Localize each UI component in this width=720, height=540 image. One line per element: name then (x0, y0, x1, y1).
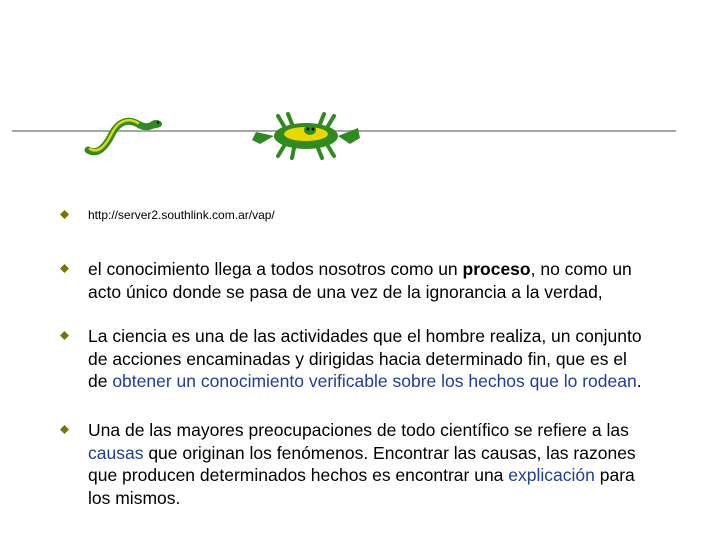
bullet-paragraph: Una de las mayores preocupaciones de todo científico se refiere a las causas que originan los fenómenos. Encontrar las causas, las razones que producen determinados hechos es encontrar una explicación para los mismos. (88, 420, 636, 508)
diamond-bullet-icon (60, 264, 69, 273)
bullet-paragraph: el conocimiento llega a todos nosotros como un proceso, no como un acto único donde se pasa de una vez de la ignorancia a la verdad, (88, 259, 632, 302)
highlight-text: obtener un conocimiento verificable sobre los hechos que lo rodean (112, 371, 637, 391)
keyword-proceso: proceso (462, 259, 531, 279)
diamond-bullet-icon (60, 210, 69, 219)
url-text: http://server2.southlink.com.ar/vap/ (88, 208, 275, 222)
highlight-text: explicación (508, 465, 595, 485)
green-snake-icon (84, 110, 164, 160)
bullet-paragraph: La ciencia es una de las actividades que el hombre realiza, un conjunto de acciones encaminadas y dirigidas hacia determinado fin, que es el de obtener un conocimiento verificable sobre los hechos que lo rodean. (88, 326, 642, 391)
green-lizard-icon (248, 110, 364, 160)
highlight-text: causas (88, 442, 144, 463)
diamond-bullet-icon (60, 425, 69, 434)
diamond-bullet-icon (60, 331, 69, 340)
